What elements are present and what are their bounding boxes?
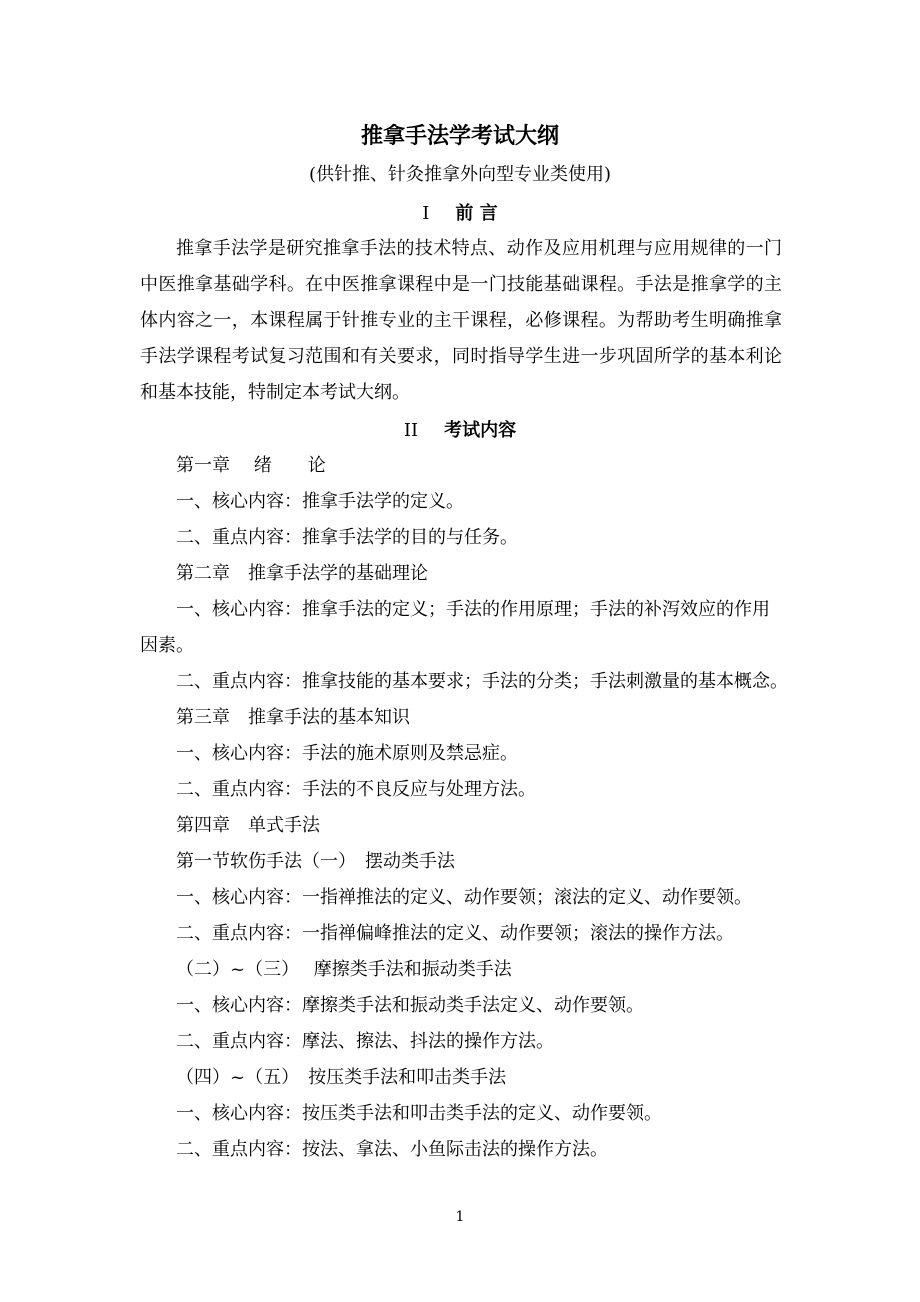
- chapter-3-heading: 第三章 推拿手法的基本知识: [176, 707, 410, 728]
- document-subtitle: (供针推、针灸推拿外向型专业类使用): [308, 164, 612, 185]
- section-2-3-key: 二、重点内容：摩法、擦法、抖法的操作方法。: [176, 1031, 554, 1052]
- section-2-3-heading: （二）~（三） 摩擦类手法和振动类手法: [176, 959, 512, 980]
- page-number: 1: [455, 1209, 465, 1225]
- chapter-4-heading: 第四章 单式手法: [176, 815, 320, 836]
- section-numeral: I: [422, 203, 430, 224]
- section-title: 前 言: [455, 203, 498, 224]
- chapter-1-key: 二、重点内容：推拿手法学的目的与任务。: [176, 527, 518, 548]
- chapter-2-heading: 第二章 推拿手法学的基础理论: [176, 563, 428, 584]
- section-2-3-core: 一、核心内容：摩擦类手法和振动类手法定义、动作要领。: [176, 995, 644, 1016]
- section-numeral: II: [403, 420, 419, 441]
- chapter-3-core: 一、核心内容：手法的施术原则及禁忌症。: [176, 743, 518, 764]
- chapter-3-key: 二、重点内容：手法的不良反应与处理方法。: [176, 779, 536, 800]
- document-title: 推拿手法学考试大纲: [360, 123, 559, 149]
- section-4-5-heading: （四）~（五） 按压类手法和叩击类手法: [176, 1067, 507, 1088]
- preface-paragraph: 推拿手法学是研究推拿手法的技术特点、动作及应用机理与应用规律的一门中医推拿基础学科。在中医推拿课程中是一门技能基础课程。手法是推拿学的主体内容之一，本课程属于针推专业的主干课程，必修课程。为帮助考生明确推拿手法学课程考试复习范围和有关要求，同时指导学生进一步巩固所学的基本利论和基本技能，特制定本考试大纲。: [140, 238, 782, 403]
- section-title: 考试内容: [444, 420, 517, 441]
- chapter-2-key: 二、重点内容：推拿技能的基本要求；手法的分类；手法刺激量的基本概念。: [176, 671, 788, 692]
- section-1-key: 二、重点内容：一指禅偏峰推法的定义、动作要领；滚法的操作方法。: [176, 923, 734, 944]
- section-1-heading: 第一节软伤手法（一） 摆动类手法: [176, 851, 455, 872]
- section-4-5-key: 二、重点内容：按法、拿法、小鱼际击法的操作方法。: [176, 1139, 608, 1160]
- chapter-1-heading: 第一章 绪 论: [176, 455, 326, 476]
- section-heading-exam-content: [0, 416, 920, 446]
- section-4-5-core: 一、核心内容：按压类手法和叩击类手法的定义、动作要领。: [176, 1103, 662, 1124]
- section-1-core: 一、核心内容：一指禅推法的定义、动作要领；滚法的定义、动作要领。: [176, 887, 752, 908]
- chapter-1-core: 一、核心内容：推拿手法学的定义。: [176, 491, 464, 512]
- section-heading-preface: [0, 199, 920, 229]
- chapter-2-core: 一、核心内容：推拿手法的定义；手法的作用原理；手法的补泻效应的作用因素。: [140, 599, 770, 656]
